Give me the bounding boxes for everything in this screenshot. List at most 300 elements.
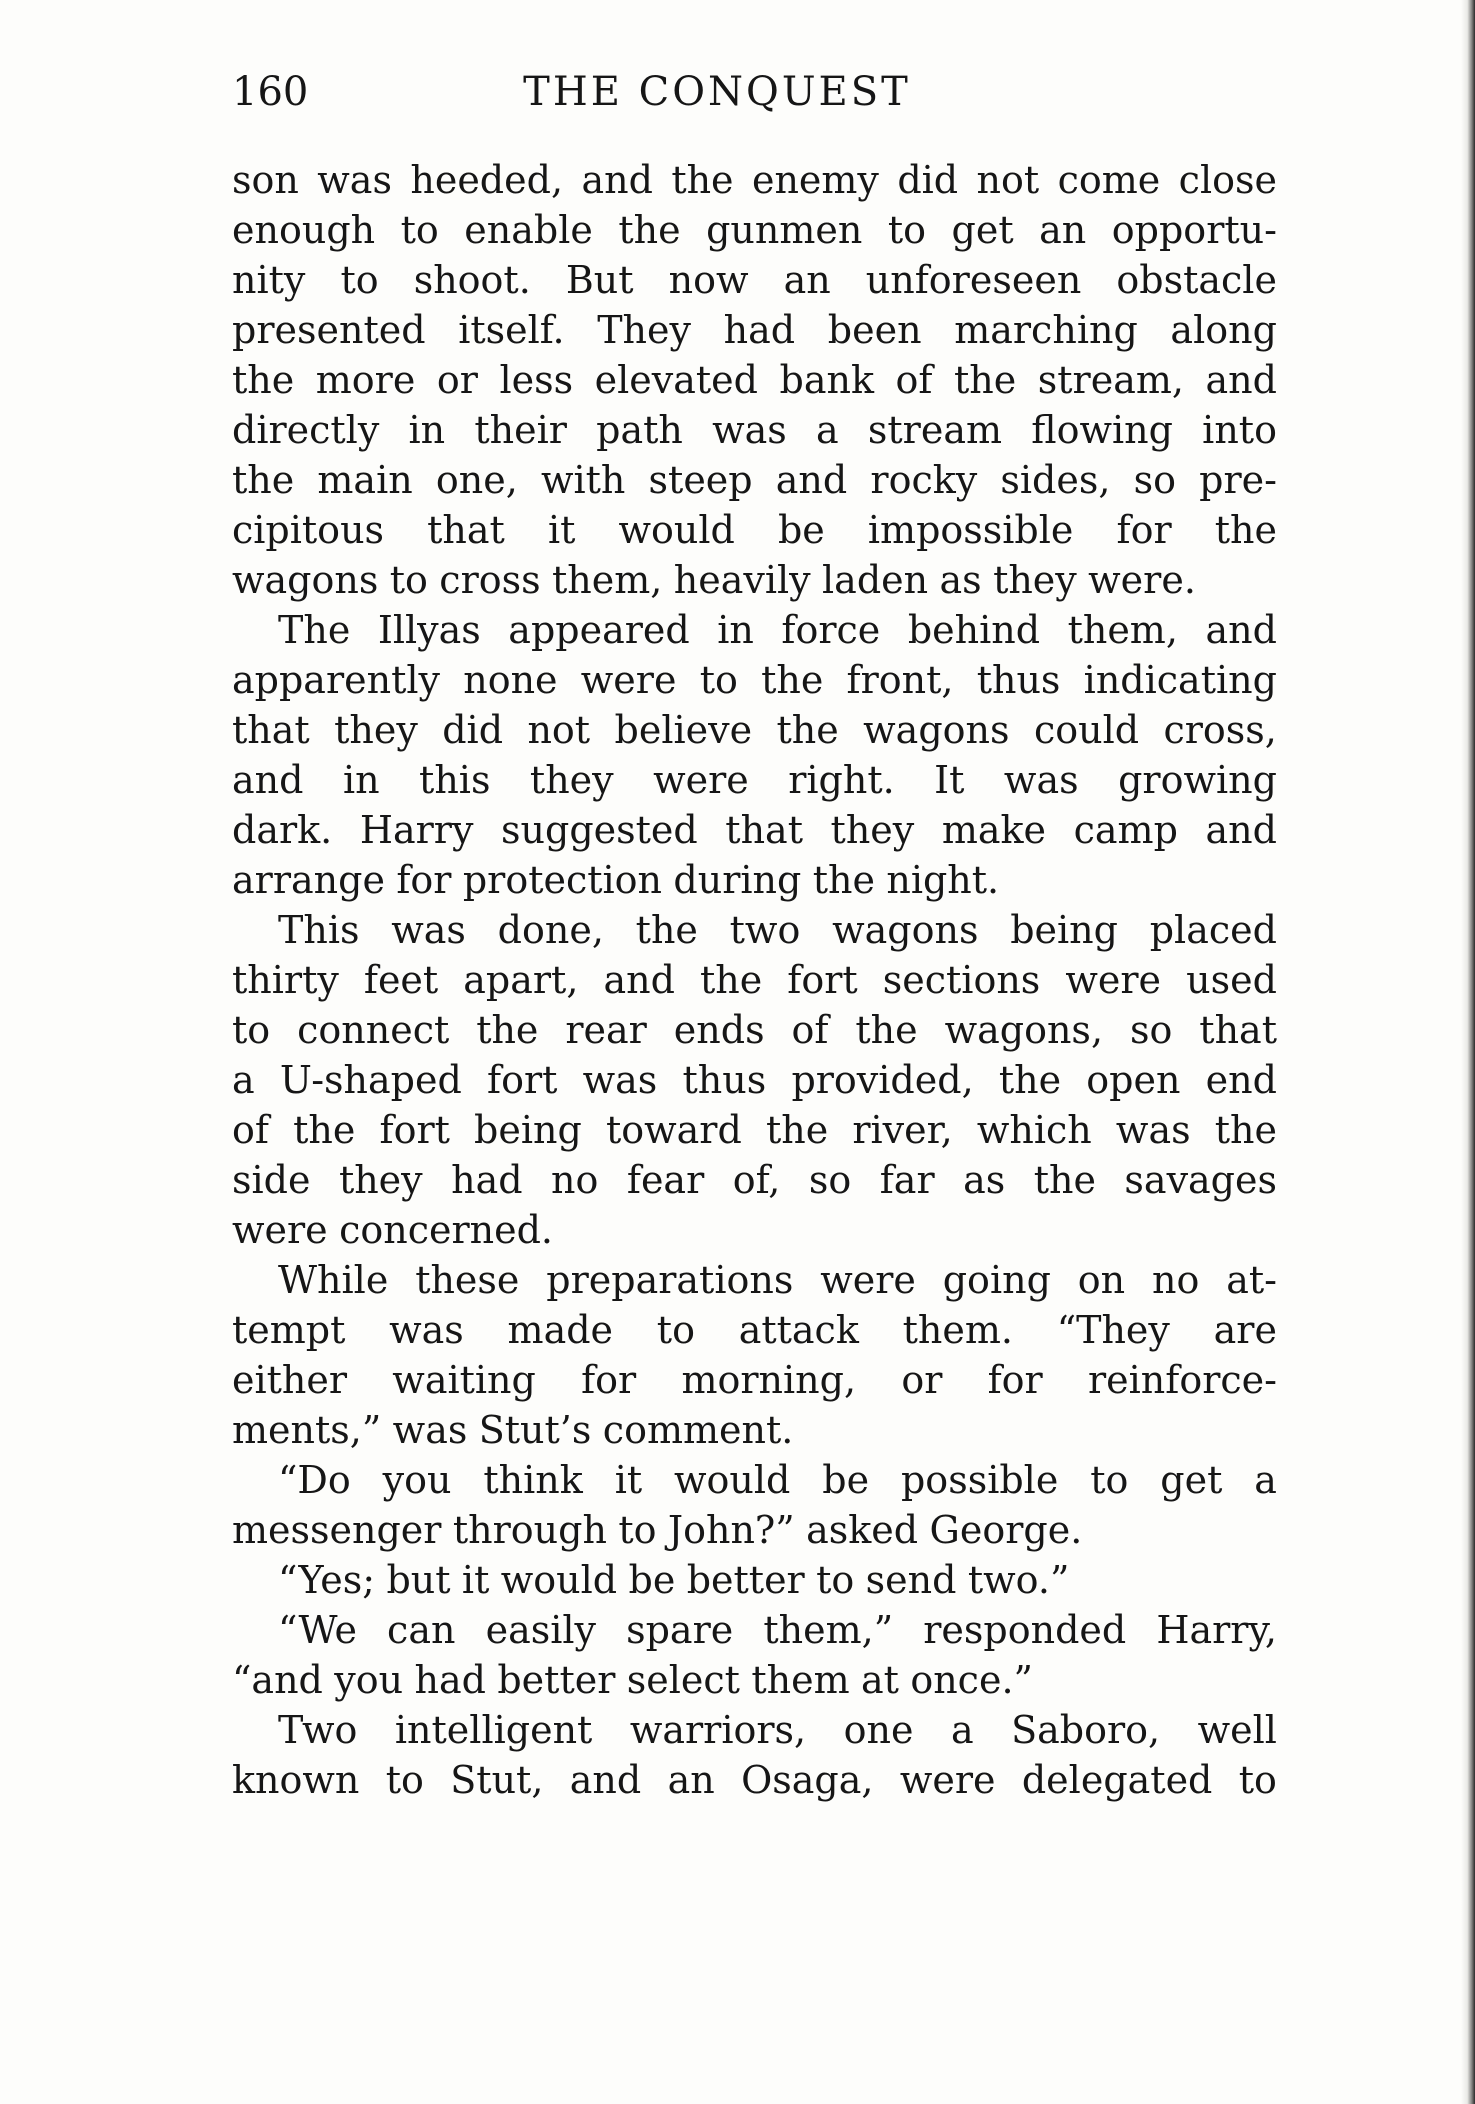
text-line	[232, 655, 1277, 705]
word: at	[861, 1658, 899, 1702]
word: into	[1202, 408, 1277, 452]
word: stream	[867, 408, 1003, 452]
word: send	[865, 1558, 957, 1602]
word: Stut’s	[478, 1408, 592, 1452]
word: used	[1186, 958, 1277, 1002]
word: “Yes;	[278, 1558, 376, 1602]
word: done,	[497, 908, 604, 952]
word: so	[1133, 458, 1176, 502]
word: it	[547, 508, 576, 552]
word: enough	[232, 208, 376, 252]
word: force	[781, 608, 881, 652]
word: not	[976, 158, 1040, 202]
word: or	[901, 1358, 943, 1402]
word: them,	[552, 558, 663, 602]
text-line	[232, 1705, 1277, 1755]
word: easily	[485, 1608, 596, 1652]
word: to	[389, 558, 428, 602]
word: did	[442, 708, 504, 752]
body-text	[232, 155, 1277, 1805]
word: obstacle	[1116, 258, 1277, 302]
word: for	[581, 1358, 637, 1402]
word: in	[717, 608, 754, 652]
word: to	[887, 208, 927, 252]
word: comment.	[602, 1408, 794, 1452]
running-head: THE CONQUEST	[523, 69, 911, 115]
word: along	[1170, 308, 1277, 352]
text-line	[232, 955, 1277, 1005]
word: main	[317, 458, 413, 502]
word: the	[1214, 1108, 1277, 1152]
word: This	[278, 908, 360, 952]
word: to	[1238, 1758, 1277, 1802]
text-line	[232, 805, 1277, 855]
word: a	[950, 1708, 974, 1752]
word: better	[497, 1658, 616, 1702]
word: The	[278, 608, 351, 652]
word: Stut,	[450, 1758, 544, 1802]
word: Osaga,	[741, 1758, 874, 1802]
word: marching	[954, 308, 1138, 352]
word: not	[527, 708, 591, 752]
word: a	[232, 1058, 255, 1102]
word: enemy	[751, 158, 879, 202]
word: thus	[976, 658, 1061, 702]
word: connect	[297, 1008, 450, 1052]
word: delegated	[1021, 1758, 1213, 1802]
word: open	[1086, 1058, 1181, 1102]
word: with	[540, 458, 626, 502]
word: presented	[232, 308, 426, 352]
word: be	[628, 1558, 676, 1602]
word: during	[673, 858, 802, 902]
word: ends	[673, 1008, 765, 1052]
word: an	[667, 1758, 715, 1802]
word: shoot.	[413, 258, 531, 302]
page-number: 160	[232, 69, 309, 115]
word: their	[474, 408, 567, 452]
text-line	[232, 755, 1277, 805]
word: But	[565, 258, 634, 302]
word: U-shaped	[279, 1058, 462, 1102]
word: as	[963, 1158, 1006, 1202]
word: them.	[902, 1308, 1013, 1352]
word: morning,	[681, 1358, 857, 1402]
word: sides,	[1000, 458, 1111, 502]
word: intelligent	[394, 1708, 593, 1752]
word: the	[618, 208, 681, 252]
word: steep	[648, 458, 753, 502]
text-line	[232, 605, 1277, 655]
word: opportu-	[1111, 208, 1277, 252]
word: through	[452, 1508, 607, 1552]
word: asked	[806, 1508, 919, 1552]
word: once.”	[910, 1658, 1033, 1702]
word: known	[232, 1758, 360, 1802]
word: being	[474, 1108, 582, 1152]
word: heavily	[673, 558, 811, 602]
word: the	[761, 658, 824, 702]
word: be	[822, 1458, 870, 1502]
word: were.	[1088, 558, 1196, 602]
word: as	[939, 558, 982, 602]
text-line	[232, 255, 1277, 305]
word: laden	[822, 558, 929, 602]
word: of	[232, 1108, 269, 1152]
word: wagons	[232, 558, 379, 602]
word: did	[897, 158, 959, 202]
word: and	[603, 958, 675, 1002]
word: was	[391, 908, 466, 952]
word: wagons	[863, 708, 1010, 752]
text-line	[232, 405, 1277, 455]
word: spare	[626, 1608, 734, 1652]
word: right.	[788, 758, 895, 802]
word: Two	[278, 1708, 358, 1752]
word: apparently	[232, 658, 440, 702]
word: better	[686, 1558, 805, 1602]
word: were	[899, 1758, 996, 1802]
word: the	[476, 1008, 539, 1052]
word: to	[400, 208, 439, 252]
word: placed	[1149, 908, 1277, 952]
word: and	[581, 158, 653, 202]
word: warriors,	[629, 1708, 807, 1752]
word: be	[777, 508, 825, 552]
word: ments,”	[232, 1408, 382, 1452]
word: well	[1197, 1708, 1277, 1752]
word: were	[232, 1208, 328, 1252]
word: that	[1199, 1008, 1277, 1052]
word: are	[1213, 1308, 1277, 1352]
word: reinforce-	[1087, 1358, 1277, 1402]
word: responded	[923, 1608, 1127, 1652]
word: an	[1039, 208, 1087, 252]
word: in	[408, 408, 446, 452]
word: and	[1205, 358, 1277, 402]
word: George.	[929, 1508, 1083, 1552]
word: river,	[852, 1108, 953, 1152]
word: growing	[1118, 758, 1277, 802]
word: it	[614, 1458, 643, 1502]
text-line	[232, 1205, 1277, 1255]
word: Harry	[359, 808, 474, 852]
word: you	[334, 1658, 404, 1702]
word: they	[993, 558, 1077, 602]
text-line	[232, 855, 1277, 905]
word: unforeseen	[865, 258, 1082, 302]
word: Saboro,	[1011, 1708, 1161, 1752]
word: more	[315, 358, 416, 402]
word: a	[816, 408, 839, 452]
word: you	[382, 1458, 452, 1502]
text-line	[232, 355, 1277, 405]
text-line	[232, 1455, 1277, 1505]
word: can	[387, 1608, 456, 1652]
word: either	[232, 1358, 348, 1402]
word: were	[653, 758, 749, 802]
text-line	[232, 155, 1277, 205]
word: thus	[682, 1058, 767, 1102]
word: close	[1178, 158, 1277, 202]
word: could	[1033, 708, 1140, 752]
word: suggested	[501, 808, 698, 852]
word: end	[1205, 1058, 1277, 1102]
text-line	[232, 1305, 1277, 1355]
word: come	[1057, 158, 1161, 202]
word: fort	[379, 1108, 450, 1152]
word: to	[699, 658, 738, 702]
word: itself.	[458, 308, 565, 352]
word: get	[1160, 1458, 1223, 1502]
word: for	[987, 1358, 1043, 1402]
word: appeared	[508, 608, 690, 652]
word: the	[1033, 1158, 1096, 1202]
word: flowing	[1031, 408, 1173, 452]
word: to	[232, 1008, 271, 1052]
text-line	[232, 1055, 1277, 1105]
word: these	[415, 1258, 520, 1302]
word: they	[529, 758, 614, 802]
word: were	[820, 1258, 916, 1302]
word: fort	[487, 1058, 558, 1102]
text-line	[232, 305, 1277, 355]
word: pre-	[1199, 458, 1277, 502]
word: in	[342, 758, 380, 802]
word: was	[582, 1058, 658, 1102]
word: think	[483, 1458, 583, 1502]
word: one,	[435, 458, 518, 502]
word: they	[334, 708, 418, 752]
word: was	[317, 158, 392, 202]
word: it	[461, 1558, 490, 1602]
word: no	[551, 1158, 599, 1202]
word: no	[1151, 1258, 1200, 1302]
word: been	[827, 308, 922, 352]
word: to	[618, 1508, 657, 1552]
word: sections	[882, 958, 1041, 1002]
word: to	[816, 1558, 855, 1602]
word: them,	[1067, 608, 1178, 652]
word: It	[934, 758, 965, 802]
word: far	[879, 1158, 935, 1202]
word: fort	[787, 958, 858, 1002]
word: feet	[363, 958, 439, 1002]
text-line	[232, 1005, 1277, 1055]
word: attack	[738, 1308, 859, 1352]
word: side	[232, 1158, 311, 1202]
word: of,	[732, 1158, 781, 1202]
text-line	[232, 1355, 1277, 1405]
word: an	[783, 258, 831, 302]
word: the	[998, 1058, 1062, 1102]
word: two	[729, 908, 801, 952]
word: and	[232, 758, 304, 802]
word: get	[951, 208, 1014, 252]
word: they	[338, 1158, 423, 1202]
word: camp	[1073, 808, 1178, 852]
word: a	[1254, 1458, 1277, 1502]
word: They	[597, 308, 691, 352]
word: behind	[907, 608, 1041, 652]
text-line	[232, 1405, 1277, 1455]
word: select	[626, 1658, 740, 1702]
word: night.	[886, 858, 1000, 902]
word: to	[340, 258, 379, 302]
word: cipitous	[232, 508, 385, 552]
word: was	[1003, 758, 1079, 802]
word: would	[500, 1558, 618, 1602]
word: were	[580, 658, 677, 702]
word: that	[232, 708, 310, 752]
text-line	[232, 205, 1277, 255]
word: them	[751, 1658, 850, 1702]
text-line	[232, 1505, 1277, 1555]
word: the	[232, 458, 295, 502]
word: they	[830, 808, 915, 852]
word: tempt	[232, 1308, 346, 1352]
word: this	[419, 758, 491, 802]
word: thirty	[232, 958, 339, 1002]
word: or	[436, 358, 478, 402]
word: for	[396, 858, 452, 902]
word: had	[723, 308, 796, 352]
word: “We	[278, 1608, 357, 1652]
word: but	[386, 1558, 451, 1602]
word: was	[392, 1408, 468, 1452]
word: so	[808, 1158, 852, 1202]
word: John?”	[667, 1508, 795, 1552]
word: impossible	[867, 508, 1074, 552]
word: of	[895, 358, 933, 402]
word: “Do	[278, 1458, 351, 1502]
word: toward	[605, 1108, 742, 1152]
word: to	[385, 1758, 424, 1802]
word: to	[656, 1308, 695, 1352]
word: the	[812, 858, 875, 902]
text-line	[232, 555, 1277, 605]
word: and	[1205, 608, 1277, 652]
word: nity	[232, 258, 306, 302]
text-line	[232, 705, 1277, 755]
word: front,	[846, 658, 954, 702]
word: to	[1090, 1458, 1129, 1502]
word: less	[499, 358, 574, 402]
word: made	[507, 1308, 614, 1352]
word: that	[427, 508, 505, 552]
word: rocky	[870, 458, 978, 502]
word: of	[791, 1008, 829, 1052]
word: concerned.	[339, 1208, 553, 1252]
word: at-	[1226, 1258, 1277, 1302]
text-line	[232, 1655, 1277, 1705]
word: make	[941, 808, 1047, 852]
word: waiting	[392, 1358, 536, 1402]
word: was	[712, 408, 787, 452]
word: the	[232, 358, 295, 402]
text-line	[232, 455, 1277, 505]
word: now	[668, 258, 749, 302]
word: elevated	[594, 358, 758, 402]
word: the	[1214, 508, 1277, 552]
word: for	[1116, 508, 1172, 552]
text-line	[232, 1555, 1277, 1605]
word: the	[855, 1008, 918, 1052]
word: had	[451, 1158, 523, 1202]
word: the	[954, 358, 1017, 402]
word: provided,	[791, 1058, 974, 1102]
word: wagons,	[944, 1008, 1104, 1052]
word: “and	[232, 1658, 323, 1702]
word: path	[596, 408, 683, 452]
word: While	[278, 1258, 389, 1302]
word: would	[618, 508, 735, 552]
word: gunmen	[706, 208, 863, 252]
word: one	[843, 1708, 914, 1752]
text-line	[232, 505, 1277, 555]
page-edge	[1461, 0, 1475, 2104]
word: enable	[464, 208, 593, 252]
text-line	[232, 1155, 1277, 1205]
word: the	[765, 1108, 829, 1152]
word: Harry,	[1156, 1608, 1277, 1652]
word: Illyas	[377, 608, 481, 652]
text-line	[232, 1755, 1277, 1805]
word: being	[1010, 908, 1118, 952]
word: indicating	[1083, 658, 1277, 702]
word: had	[414, 1658, 486, 1702]
page-header	[232, 62, 1277, 122]
word: and	[775, 458, 848, 502]
word: rear	[565, 1008, 647, 1052]
word: apart,	[463, 958, 579, 1002]
word: going	[942, 1258, 1051, 1302]
word: none	[463, 658, 558, 702]
word: and	[1205, 808, 1277, 852]
word: bank	[779, 358, 874, 402]
word: wagons	[832, 908, 979, 952]
word: was	[1115, 1108, 1191, 1152]
word: possible	[900, 1458, 1059, 1502]
word: fear	[626, 1158, 705, 1202]
word: so	[1129, 1008, 1173, 1052]
word: savages	[1124, 1158, 1277, 1202]
word: the	[776, 708, 839, 752]
word: and	[569, 1758, 642, 1802]
word: was	[389, 1308, 464, 1352]
word: the	[671, 158, 734, 202]
word: son	[232, 158, 299, 202]
text-line	[232, 905, 1277, 955]
word: that	[725, 808, 803, 852]
word: on	[1077, 1258, 1126, 1302]
word: “They	[1056, 1308, 1170, 1352]
word: stream,	[1037, 358, 1184, 402]
word: the	[700, 958, 763, 1002]
word: cross,	[1163, 708, 1277, 752]
word: were	[1065, 958, 1162, 1002]
word: them,”	[763, 1608, 894, 1652]
word: arrange	[232, 858, 385, 902]
word: dark.	[232, 808, 333, 852]
word: preparations	[546, 1258, 794, 1302]
word: would	[674, 1458, 791, 1502]
text-line	[232, 1605, 1277, 1655]
word: two.”	[967, 1558, 1070, 1602]
word: messenger	[232, 1508, 442, 1552]
word: directly	[232, 408, 380, 452]
word: the	[635, 908, 698, 952]
